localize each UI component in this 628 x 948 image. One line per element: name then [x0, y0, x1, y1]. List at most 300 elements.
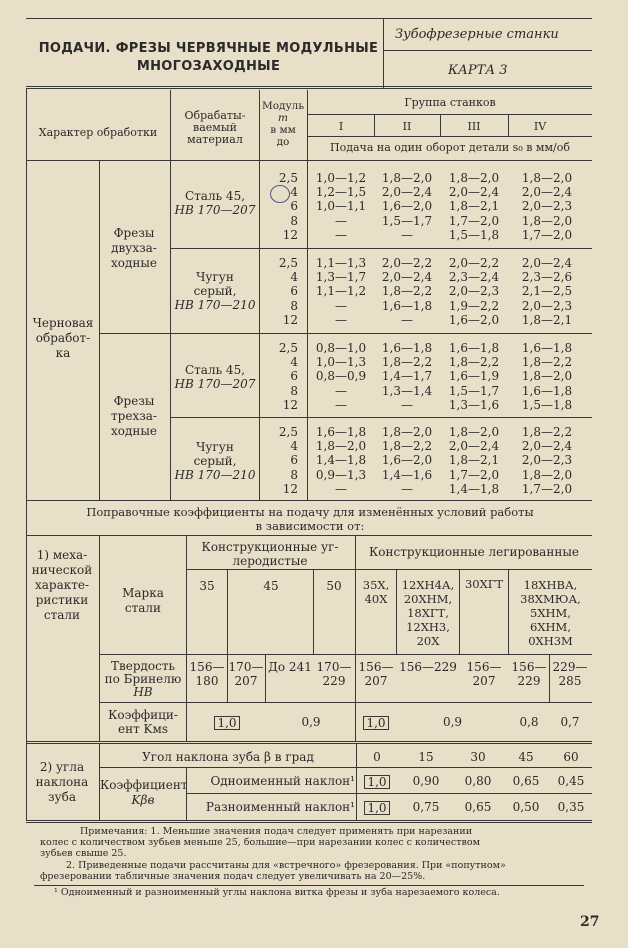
hb-7-l1: 156— [511, 660, 547, 674]
hb-8-l1: 229— [552, 660, 588, 674]
group-rule [307, 114, 592, 115]
b2-g3-3: 1,9—2,2 [448, 298, 500, 313]
col-module-l4: до [276, 136, 290, 148]
b2-g3-0: 2,0—2,2 [448, 256, 500, 270]
carbon-l2: леродистые [232, 554, 308, 568]
coef-label-l2: ент Kмs [117, 722, 168, 736]
v-g2 [440, 114, 441, 136]
grade-label-l2: стали [124, 601, 162, 615]
coef-rule [99, 702, 592, 703]
block3-g2 [375, 341, 439, 412]
b4-g3-0: 1,8—2,0 [448, 425, 500, 439]
diff-0 [357, 801, 397, 815]
b2-g4-3: 2,0—2,3 [521, 298, 573, 313]
mech-label [28, 548, 96, 623]
b4-m4: 12 [282, 481, 298, 496]
angle-label-l2: наклона [35, 775, 89, 789]
rough-l1: Черновая [32, 316, 94, 330]
block4-material-l3: НВ 170—210 [174, 468, 256, 482]
coef-0 [187, 716, 267, 730]
block2-material-l1: Чугун [196, 270, 234, 284]
b3-g3-4: 1,3—1,6 [448, 397, 500, 412]
angle-30: 30 [470, 750, 486, 764]
hb-6-l2: 207 [472, 674, 496, 688]
cutter-double-l3: ходные [110, 256, 158, 270]
b2-m0: 2,5 [278, 256, 298, 270]
b2-g3-1: 2,3—2,4 [448, 270, 500, 285]
col-module-l2: m [278, 112, 288, 124]
block2-material [172, 270, 258, 312]
coef-4: 0,8 [519, 715, 539, 729]
header-bottom-rule [26, 86, 592, 89]
note-2-line-2: фрезеровании табличные значения подач следует увеличивать на 20—25%. [40, 871, 426, 882]
b3-g4-0: 1,6—1,8 [521, 341, 573, 355]
page-number: 27 [580, 914, 600, 930]
b1-g2-4: — [401, 227, 413, 242]
b2-m2: 6 [290, 284, 298, 299]
same-0 [357, 775, 397, 789]
block4-material-l2: серый, [193, 454, 237, 468]
b3-g1-1: 1,0—1,3 [315, 355, 367, 370]
b2-g4-4: 1,8—2,1 [521, 312, 573, 327]
b4-g2-3: 1,4—1,6 [381, 467, 433, 482]
block4-modules [262, 425, 298, 496]
block3-material-l2: НВ 170—207 [174, 377, 256, 391]
block-rule-1 [170, 248, 592, 249]
note-1-line-3: зубьев свыше 25. [40, 848, 127, 859]
block1-material-l2: НВ 170—207 [174, 203, 256, 217]
coef-1: 0,9 [301, 715, 321, 729]
correction-title-l2: в зависимости от: [255, 519, 365, 533]
b4-g1-1: 1,8—2,0 [315, 439, 367, 454]
b2-m1: 4 [290, 270, 298, 285]
hb-5-l1: 156—229 [399, 660, 457, 674]
hb-8 [550, 660, 590, 688]
b3-g3-1: 1,8—2,2 [448, 355, 500, 370]
hardness-label [100, 660, 186, 699]
grade-50: 50 [326, 579, 342, 593]
cutter-triple-l1: Фрезы [113, 394, 155, 408]
v-g1 [374, 114, 375, 136]
block1-material [172, 189, 258, 217]
coef-label-l1: Коэффици- [108, 708, 178, 722]
col-group: Группа станков [404, 96, 496, 109]
rough-l3: ка [55, 346, 71, 360]
b3-g4-1: 1,8—2,2 [521, 355, 573, 370]
hb-1-l2: 207 [234, 674, 258, 688]
block4-material [172, 440, 258, 482]
coef-0-value: 1,0 [214, 716, 239, 730]
b1-g3-0: 1,8—2,0 [448, 171, 500, 185]
carbon-l1: Конструкционные уг- [201, 540, 339, 554]
b1-g3-1: 2,0—2,4 [448, 185, 500, 200]
angle-row-title: Угол наклона зуба β в град [142, 750, 314, 764]
col-feed: Подача на один оборот детали s₀ в мм/об [330, 141, 570, 154]
b4-g1-3: 0,9—1,3 [315, 467, 367, 482]
b2-g1-1: 1,3—1,7 [315, 270, 367, 285]
b4-g4-0: 1,8—2,2 [521, 425, 573, 439]
v-material [170, 90, 171, 500]
block2-modules [262, 256, 298, 327]
b1-g1-3: — [335, 213, 347, 228]
col-material-l2: ваемый [193, 121, 237, 134]
coef-label [100, 708, 186, 736]
b1-g1-2: 1,0—1,1 [315, 199, 367, 214]
block3-g3 [442, 341, 506, 412]
angle-label-l1: 2) угла [39, 760, 85, 774]
hb-8-l2: 285 [558, 674, 582, 688]
cutter-triple [100, 394, 168, 439]
b3-g1-3: — [335, 383, 347, 398]
angle-60: 60 [563, 750, 579, 764]
cutter-double [100, 226, 168, 271]
b2-g1-4: — [335, 312, 347, 327]
b2-g4-0: 2,0—2,4 [521, 256, 573, 270]
b4-g4-1: 2,0—2,4 [521, 439, 573, 454]
mech-l1: 1) меха- [36, 548, 88, 562]
block3-g1 [309, 341, 373, 412]
b3-g2-3: 1,3—1,4 [381, 383, 433, 398]
grade-35x [356, 578, 396, 606]
hb-0-l1: 156— [189, 660, 225, 674]
b1-g4-4: 1,7—2,0 [521, 227, 573, 242]
grade-label [100, 586, 186, 616]
angle-label [28, 760, 96, 805]
b3-m2: 6 [290, 369, 298, 384]
hb-3 [314, 660, 354, 688]
block4-g4 [514, 425, 580, 496]
block4-g1 [309, 425, 373, 496]
block4-material-l1: Чугун [196, 440, 234, 454]
b4-g1-4: — [335, 481, 347, 496]
block1-g4 [514, 171, 580, 242]
card-number: КАРТА 3 [448, 63, 508, 78]
b4-g2-2: 1,6—2,0 [381, 453, 433, 468]
grade-30xgt: 30ХГТ [464, 577, 504, 591]
b2-g2-3: 1,6—1,8 [381, 298, 433, 313]
header-table-rule [26, 160, 592, 161]
diff-0-value: 1,0 [364, 801, 389, 815]
footnote: ¹ Одноименный и разноименный углы наклона витка фрезы и зуба нарезаемого колеса. [54, 887, 500, 898]
coef-3: 0,9 [442, 715, 463, 729]
hardness-rule [99, 654, 592, 655]
b3-m0: 2,5 [278, 341, 298, 355]
grade-18xnva-l3: 5ХНМ, [530, 606, 571, 620]
hb-4-l1: 156— [358, 660, 394, 674]
angle-15: 15 [418, 750, 434, 764]
grade-18xnva-l1: 18ХНВА, [523, 578, 578, 592]
b3-g1-2: 0,8—0,9 [315, 369, 367, 384]
b1-g4-1: 2,0—2,4 [521, 185, 573, 200]
hardness-l3: НВ [133, 685, 153, 699]
group-IV: IV [533, 120, 547, 133]
col-material-l3: материал [187, 133, 243, 146]
hb-0 [187, 660, 227, 688]
b1-m0: 2,5 [278, 171, 298, 185]
col-module [258, 100, 308, 148]
b4-g3-1: 2,0—2,4 [448, 439, 500, 454]
b2-g3-2: 2,0—2,3 [448, 284, 500, 299]
coef-5: 0,7 [560, 715, 580, 729]
b3-g4-3: 1,6—1,8 [521, 383, 573, 398]
v-cutter [99, 160, 100, 500]
hb-3-l1: 170— [316, 660, 352, 674]
cutter-triple-l3: ходные [110, 424, 158, 438]
b1-g4-2: 2,0—2,3 [521, 199, 573, 214]
correction-title [30, 505, 590, 533]
b4-g3-2: 1,8—2,1 [448, 453, 500, 468]
feed-rule [307, 136, 592, 137]
b1-g1-0: 1,0—1,2 [315, 171, 367, 185]
block4-g3 [442, 425, 506, 496]
main-table-bottom [26, 500, 592, 501]
grade-45: 45 [263, 579, 279, 593]
angle-coef-l1: Коэффициент [100, 778, 188, 792]
correction-title-l1: Поправочные коэффициенты на подачу для изменённых условий работы [86, 505, 534, 519]
b2-g4-2: 2,1—2,5 [521, 284, 573, 299]
grade-rule [186, 569, 592, 570]
b1-g4-3: 1,8—2,0 [521, 213, 573, 228]
b4-g2-1: 1,8—2,2 [381, 439, 433, 454]
b1-m3: 8 [290, 213, 298, 228]
machine-category: Зубофрезерные станки [395, 27, 559, 42]
b1-g1-4: — [335, 227, 347, 242]
col-material [172, 110, 258, 146]
cutter-double-l2: двухза- [111, 241, 157, 255]
rough-label [28, 316, 98, 361]
hb-4 [356, 660, 396, 688]
left-border [26, 88, 27, 821]
b1-g1-1: 1,2—1,5 [315, 185, 367, 200]
grade-35x-l1: 35Х, [362, 578, 390, 592]
correction-rule [26, 535, 592, 536]
b3-g4-2: 1,8—2,0 [521, 369, 573, 384]
block1-g1 [309, 171, 373, 242]
block3-g4 [514, 341, 580, 412]
b1-g2-3: 1,5—1,7 [381, 213, 433, 228]
block2-g1 [309, 256, 373, 327]
b2-m4: 12 [282, 312, 298, 327]
b1-g4-0: 1,8—2,0 [521, 171, 573, 185]
block1-modules [262, 171, 298, 242]
hb-6-l1: 156— [466, 660, 502, 674]
angle-bottom-rule [26, 820, 592, 823]
alloy-header: Конструкционные легированные [369, 545, 579, 559]
hb-5 [397, 660, 459, 674]
header-sub-rule [383, 50, 592, 51]
pencil-mark [270, 185, 290, 203]
same-30: 0,80 [464, 774, 492, 788]
b3-g1-4: — [335, 397, 347, 412]
cutter-double-l1: Фрезы [113, 226, 155, 240]
same-45: 0,65 [512, 774, 540, 788]
block2-g3 [442, 256, 506, 327]
hb-2-l1: До 241 [268, 660, 312, 674]
grade-12xn4a-l4: 12ХН3, [406, 620, 450, 634]
mech-l3: характе- [34, 578, 90, 592]
grade-35x-l2: 40Х [364, 592, 388, 606]
b3-g3-2: 1,6—1,9 [448, 369, 500, 384]
grade-35: 35 [199, 579, 215, 593]
same-slope-label: Одноименный наклон¹ [210, 774, 355, 788]
angle-coef-label [100, 778, 186, 808]
hb-7-l2: 229 [517, 674, 541, 688]
angle-label-l3: зуба [48, 790, 76, 804]
b3-g3-0: 1,6—1,8 [448, 341, 500, 355]
grade-18xnva-l2: 38ХМЮА, [520, 592, 581, 606]
col-module-l3: в мм [270, 124, 296, 136]
grade-12xn4a-l3: 18ХГТ, [407, 606, 449, 620]
b2-m3: 8 [290, 298, 298, 313]
top-rule [26, 18, 592, 19]
b4-g4-2: 2,0—2,3 [521, 453, 573, 468]
mech-l5: стали [43, 608, 81, 622]
diff-30: 0,65 [464, 800, 492, 814]
block1-g3 [442, 171, 506, 242]
diff-slope-label: Разноименный наклон¹ [205, 800, 355, 814]
header-divider [383, 18, 384, 88]
b4-m3: 8 [290, 467, 298, 482]
hb-0-l2: 180 [195, 674, 219, 688]
v-module [259, 90, 260, 500]
b2-g1-3: — [335, 298, 347, 313]
block2-material-l2: серый, [193, 284, 237, 298]
diff-60: 0,35 [557, 800, 585, 814]
b4-g3-3: 1,7—2,0 [448, 467, 500, 482]
footnote-rule [34, 885, 584, 886]
angle-0: 0 [373, 750, 381, 764]
v-g3 [508, 114, 509, 136]
note-2-line-1: 2. Приведенные подачи рассчитаны для «встречного» фрезерования. При «попутном» [66, 860, 506, 871]
coef-2-value: 1,0 [363, 716, 388, 730]
group-II: II [402, 120, 412, 133]
block2-material-l3: НВ 170—210 [174, 298, 256, 312]
b1-g2-2: 1,6—2,0 [381, 199, 433, 214]
b3-g2-2: 1,4—1,7 [381, 369, 433, 384]
same-diff-rule [186, 793, 592, 794]
block2-g4 [514, 256, 580, 327]
hardness-l1: Твердость [110, 659, 176, 673]
col-module-l1: Модуль [261, 100, 305, 112]
b4-g2-0: 1,8—2,0 [381, 425, 433, 439]
block1-material-l1: Сталь 45, [184, 189, 246, 203]
title-line-2: МНОГОЗАХОДНЫЕ [136, 59, 281, 74]
hb-4-l2: 207 [364, 674, 388, 688]
b3-g2-1: 1,8—2,2 [381, 355, 433, 370]
angle-coef-l2: Kβв [131, 793, 155, 807]
grade-12xn4a [397, 578, 459, 648]
angle-title-rule [99, 767, 592, 768]
b4-g1-0: 1,6—1,8 [315, 425, 367, 439]
b4-g2-4: — [401, 481, 413, 496]
block4-g2 [375, 425, 439, 496]
block2-g2 [375, 256, 439, 327]
b1-m2: 6 [290, 199, 298, 214]
b3-g1-0: 0,8—1,0 [315, 341, 367, 355]
b4-m0: 2,5 [278, 425, 298, 439]
same-60: 0,45 [557, 774, 585, 788]
b4-g1-2: 1,4—1,8 [315, 453, 367, 468]
grade-18xnva [509, 578, 592, 648]
b2-g4-1: 2,3—2,6 [521, 270, 573, 285]
col-material-l1: Обрабаты- [184, 109, 246, 122]
block3-material [172, 363, 258, 391]
title-line-1: ПОДАЧИ. ФРЕЗЫ ЧЕРВЯЧНЫЕ МОДУЛЬНЫЕ [38, 41, 379, 56]
angle-45: 45 [518, 750, 534, 764]
b3-g3-3: 1,5—1,7 [448, 383, 500, 398]
b3-g4-4: 1,5—1,8 [521, 397, 573, 412]
grade-18xnva-l5: 0ХН3М [528, 634, 573, 648]
group-III: III [467, 120, 481, 133]
b2-g3-4: 1,6—2,0 [448, 312, 500, 327]
grade-18xnva-l4: 6ХНМ, [530, 620, 571, 634]
b4-m1: 4 [290, 439, 298, 454]
b3-g2-4: — [401, 397, 413, 412]
same-15: 0,90 [412, 774, 440, 788]
mech-l4: ристики [35, 593, 89, 607]
hb-1 [228, 660, 264, 688]
b4-g4-4: 1,7—2,0 [521, 481, 573, 496]
note-1-line-1: Примечания: 1. Меньшие значения подач следует применять при нарезании [80, 826, 473, 837]
b2-g2-2: 1,8—2,2 [381, 284, 433, 299]
hardness-l2: по Бринелю [104, 672, 182, 686]
b4-m2: 6 [290, 453, 298, 468]
b2-g2-4: — [401, 312, 413, 327]
b1-g3-2: 1,8—2,1 [448, 199, 500, 214]
block3-material-l1: Сталь 45, [184, 363, 246, 377]
diff-45: 0,50 [512, 800, 540, 814]
block-rule-3 [170, 417, 592, 418]
coef-2 [356, 716, 396, 730]
grade-12xn4a-l5: 20Х [416, 634, 440, 648]
hb-6 [460, 660, 508, 688]
grade-label-l1: Марка [122, 586, 164, 600]
grade-12xn4a-l2: 20ХНМ, [403, 592, 453, 606]
b2-g1-0: 1,1—1,3 [315, 256, 367, 270]
diff-15: 0,75 [412, 800, 440, 814]
group-I: I [338, 120, 344, 133]
b1-m1: 4 [290, 185, 298, 200]
b4-g3-4: 1,4—1,8 [448, 481, 500, 496]
b3-m3: 8 [290, 383, 298, 398]
grade-12xn4a-l1: 12ХН4А, [401, 578, 455, 592]
b3-m4: 12 [282, 397, 298, 412]
b1-g3-3: 1,7—2,0 [448, 213, 500, 228]
carbon-header [187, 540, 353, 568]
b1-g2-0: 1,8—2,0 [381, 171, 433, 185]
same-0-value: 1,0 [364, 775, 389, 789]
hb-1-l1: 170— [228, 660, 264, 674]
rough-l2: обработ- [35, 331, 91, 345]
b1-g2-1: 2,0—2,4 [381, 185, 433, 200]
page-title [36, 40, 381, 76]
block3-modules [262, 341, 298, 412]
mid-rule [99, 333, 592, 334]
v-carbon-alloy [355, 535, 356, 741]
b1-g3-4: 1,5—1,8 [448, 227, 500, 242]
hb-7 [509, 660, 549, 688]
b2-g1-2: 1,1—1,2 [315, 284, 367, 299]
b4-g4-3: 1,8—2,0 [521, 467, 573, 482]
b2-g2-0: 2,0—2,2 [381, 256, 433, 270]
note-1-line-2: колес с количеством зубьев меньше 25, большие—при нарезании колес с количеством [40, 837, 480, 848]
block1-g2 [375, 171, 439, 242]
angle-top-rule [26, 741, 592, 744]
b2-g2-1: 2,0—2,4 [381, 270, 433, 285]
hb-2 [266, 660, 314, 674]
cutter-triple-l2: трехза- [111, 409, 157, 423]
b3-m1: 4 [290, 355, 298, 370]
